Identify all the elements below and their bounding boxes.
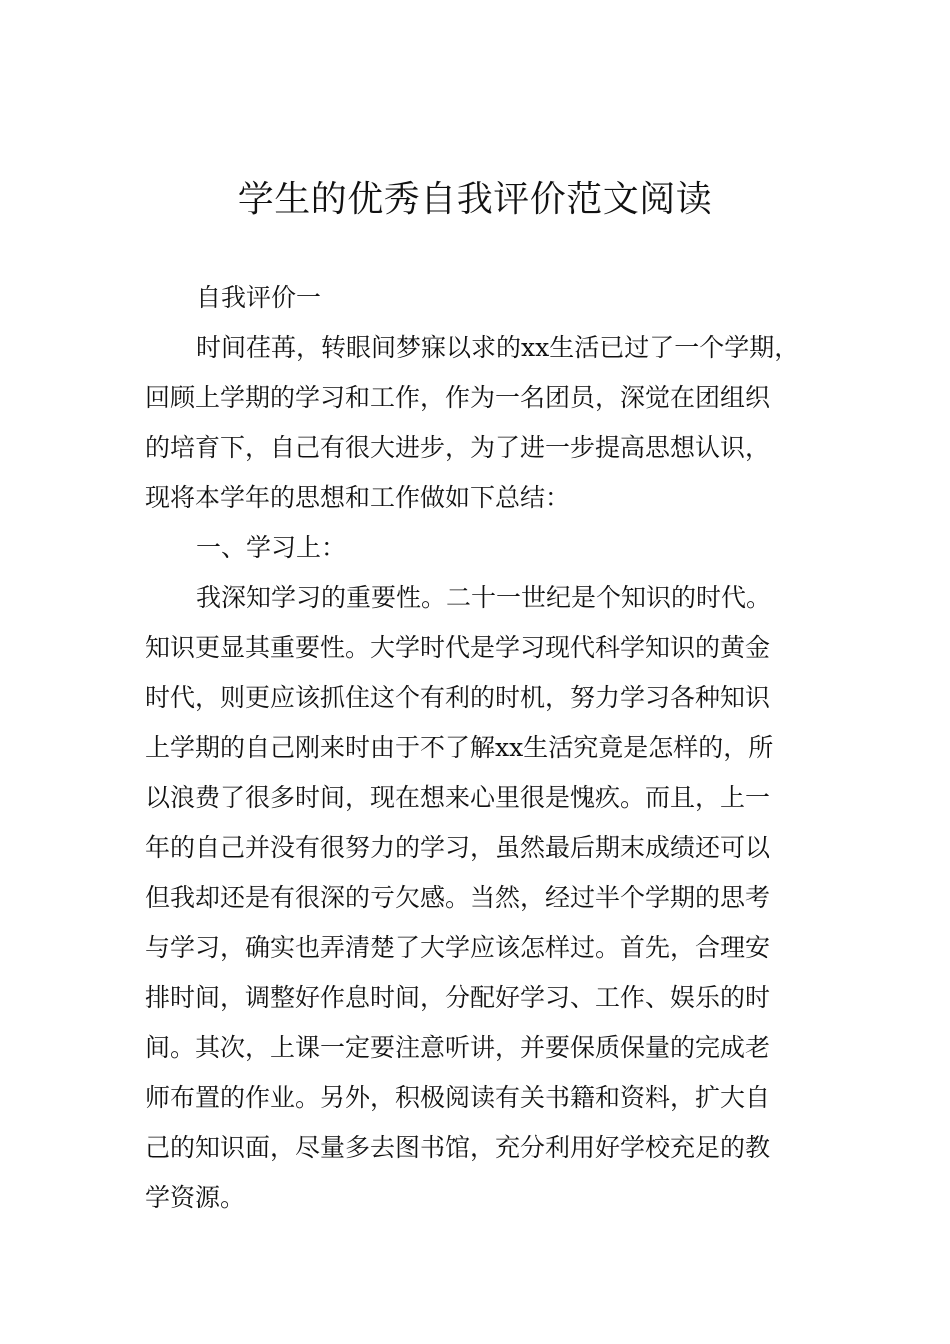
paragraph-line: 的培育下，自己有很大进步，为了进一步提高思想认识， [145,433,771,462]
paragraph-line: 以浪费了很多时间，现在想来心里很是愧疚。而且，上一 [145,783,771,812]
paragraph-line: 年的自己并没有很努力的学习，虽然最后期末成绩还可以 [145,833,771,862]
paragraph-line: 排时间，调整好作息时间，分配好学习、工作、娱乐的时 [145,983,771,1012]
paragraph-line: 但我却还是有很深的亏欠感。当然，经过半个学期的思考 [145,883,771,912]
paragraph-line: 回顾上学期的学习和工作，作为一名团员，深觉在团组织 [145,383,771,412]
paragraph-line: 现将本学年的思想和工作做如下总结： [145,483,571,512]
paragraph-line: 间。其次，上课一定要注意听讲，并要保质保量的完成老 [145,1033,771,1062]
section-heading: 自我评价一 [196,283,322,312]
paragraph-line: 师布置的作业。另外，积极阅读有关书籍和资料，扩大自 [145,1083,771,1112]
paragraph-line: 时代，则更应该抓住这个有利的时机，努力学习各种知识 [145,683,771,712]
paragraph-line: 时间荏苒，转眼间梦寐以求的xx生活已过了一个学期， [196,333,800,362]
paragraph-line: 知识更显其重要性。大学时代是学习现代科学知识的黄金 [145,633,771,662]
document-title: 学生的优秀自我评价范文阅读 [237,179,713,220]
paragraph-line: 与学习，确实也弄清楚了大学应该怎样过。首先，合理安 [145,933,771,962]
paragraph-line: 己的知识面，尽量多去图书馆，充分利用好学校充足的教 [145,1133,771,1162]
paragraph-line: 上学期的自己刚来时由于不了解xx生活究竟是怎样的，所 [145,733,774,762]
subsection-heading: 一、学习上： [196,533,347,562]
paragraph-line: 学资源。 [145,1183,246,1212]
paragraph-line: 我深知学习的重要性。二十一世纪是个知识的时代。 [196,583,772,612]
